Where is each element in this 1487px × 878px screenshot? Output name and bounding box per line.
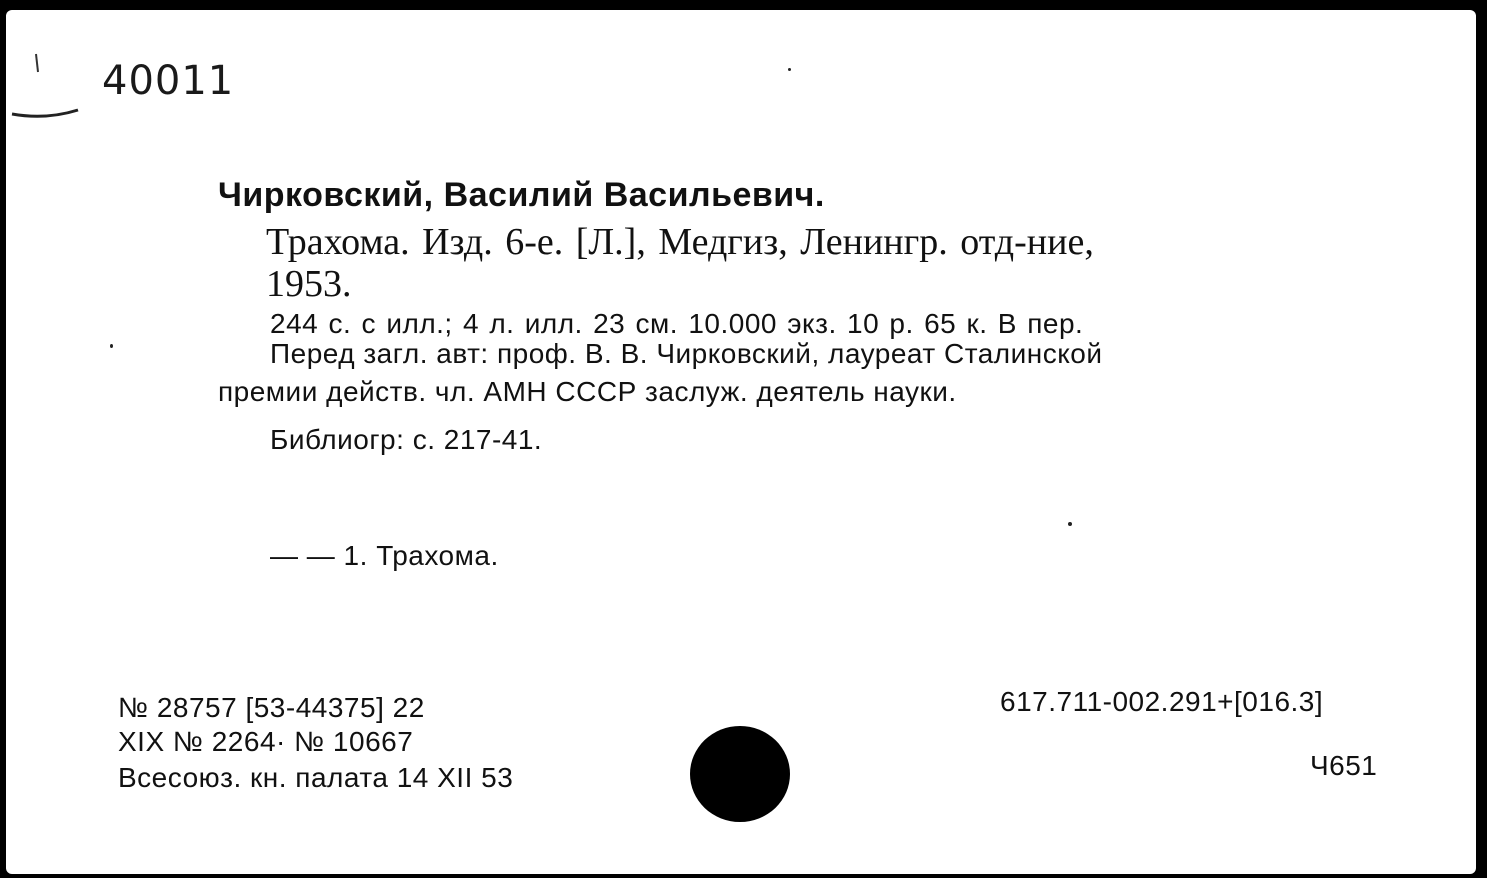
title-line-2: 1953. — [266, 263, 352, 305]
record-line-3: Всесоюз. кн. палата 14 XII 53 — [118, 762, 514, 793]
call-number: Ч651 — [1310, 750, 1378, 781]
speck — [1068, 522, 1072, 526]
speck — [110, 344, 113, 348]
note-line-2: премии действ. чл. АМН СССР заслуж. деятель науки. — [218, 376, 957, 407]
bibliography-note: Библиогр: с. 217-41. — [270, 424, 543, 455]
collation-line: 244 с. с илл.; 4 л. илл. 23 см. 10.000 экз. 10 р. 65 к. В пер. — [270, 308, 1084, 339]
punch-hole — [690, 726, 790, 822]
record-line-2: XIX № 2264· № 10667 — [118, 726, 414, 757]
accession-number: 40011 — [102, 58, 235, 104]
catalog-card — [6, 10, 1476, 874]
subject-heading: — — 1. Трахома. — [270, 540, 499, 571]
corner-pencil-mark — [6, 50, 86, 122]
record-line-1: № 28757 [53-44375] 22 — [118, 692, 425, 723]
note-line-1: Перед загл. авт: проф. В. В. Чирковский, лауреат Сталинской — [270, 338, 1103, 369]
udc-classification: 617.711-002.291+[016.3] — [1000, 686, 1324, 717]
title-line-1: Трахома. Изд. 6-е. [Л.], Медгиз, Ленингр. отд-ние, — [266, 221, 1094, 263]
speck — [788, 68, 791, 71]
author-heading: Чирковский, Василий Васильевич. — [218, 176, 825, 214]
